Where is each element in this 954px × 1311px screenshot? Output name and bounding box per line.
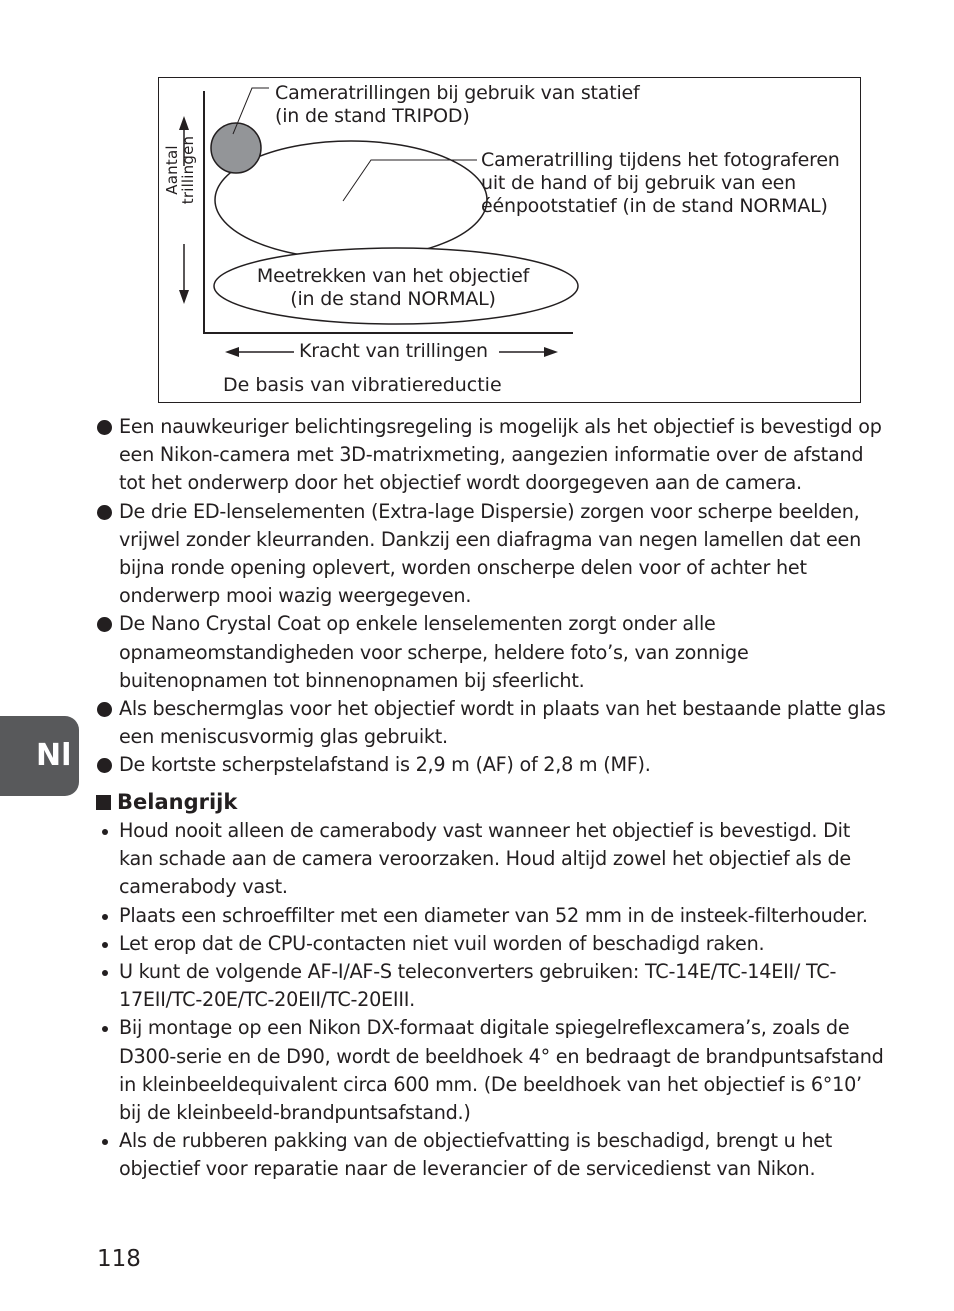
right-arrow-icon	[544, 347, 558, 357]
list-item: De Nano Crystal Coat op enkele lenselementen zorgt onder alle opnameomstandigheden voor scherpe, heldere foto’s, van zonnige buitenopnamen tot binnenopnamen bij sfeerlicht.	[96, 610, 886, 695]
bullet-icon	[97, 758, 112, 773]
tripod-label: Cameratrillingen bij gebruik van statief (in de stand TRIPOD)	[275, 82, 640, 127]
bullet-icon	[102, 914, 108, 920]
list-item: Bij montage op een Nikon DX-formaat digitale spiegelreflexcamera’s, zoals de D300-serie en de D90, wordt de beeldhoek 4° en bedraagt de brandpuntsafstand in kleinbeeldequivalent circa 600 mm. (De beeldhoek van het objectief is 6°10’ bij de kleinbeeld-brandpuntsafstand.)	[96, 1014, 886, 1127]
bullet-icon	[97, 617, 112, 632]
handheld-leader	[343, 160, 477, 201]
bullet-icon	[102, 942, 108, 948]
list-item: Let erop dat de CPU-contacten niet vuil worden of beschadigd raken.	[96, 930, 886, 958]
list-item: Een nauwkeuriger belichtingsregeling is mogelijk als het objectief is bevestigd op een Nikon-camera met 3D-matrixmeting, aangezien informatie over de afstand tot het onderwerp door het objectief wordt doorgegeven aan de camera.	[96, 413, 886, 498]
x-axis-label: Kracht van trillingen	[299, 340, 488, 362]
bullet-icon	[102, 970, 108, 976]
bullet-icon	[97, 505, 112, 520]
important-list	[96, 817, 886, 1184]
bullet-icon	[102, 1026, 108, 1032]
bullet-icon	[102, 829, 108, 835]
bullet-icon	[97, 420, 112, 435]
important-heading: Belangrijk	[96, 788, 237, 816]
list-item: De drie ED-lenselementen (Extra-lage Dispersie) zorgen voor scherpe beelden, vrijwel zonder kleurranden. Dankzij een diafragma van negen lamellen dat een bijna ronde opening oplevert, worden onscherpe delen voor of achter het onderwerp mooi wazig weergegeven.	[96, 498, 886, 611]
diagram-caption: De basis van vibratiereductie	[223, 374, 502, 396]
page-number: 118	[97, 1246, 141, 1272]
list-item: Als beschermglas voor het objectief wordt in plaats van het bestaande platte glas een meniscusvormig glas gebruikt.	[96, 695, 886, 751]
language-tab	[0, 716, 79, 796]
handheld-label: Cameratrilling tijdens het fotograferen uit de hand of bij gebruik van een éénpootstatief (in de stand NORMAL)	[481, 149, 840, 217]
bullet-icon	[97, 702, 112, 717]
tripod-circle	[211, 123, 261, 173]
left-arrow-icon	[225, 347, 239, 357]
feature-list	[96, 413, 886, 780]
square-bullet-icon	[96, 795, 111, 810]
language-tab-label: Nl	[36, 738, 72, 773]
down-arrow-icon	[179, 290, 189, 304]
list-item: Houd nooit alleen de camerabody vast wanneer het objectief is bevestigd. Dit kan schade aan de camera veroorzaken. Houd altijd zowel het objectief als de camerabody vast.	[96, 817, 886, 902]
list-item: Als de rubberen pakking van de objectiefvatting is beschadigd, brengt u het objectief voor reparatie naar de leverancier of de servicedienst van Nikon.	[96, 1127, 886, 1183]
vibration-reduction-diagram	[158, 77, 861, 403]
list-item: Plaats een schroeffilter met een diameter van 52 mm in de insteek-filterhouder.	[96, 902, 886, 930]
list-item: U kunt de volgende AF-I/AF-S teleconverters gebruiken: TC-14E/TC-14EII/ TC-17EII/TC-20E/TC-20EII/TC-20EIII.	[96, 958, 886, 1014]
y-axis-label: Aantal trillingen	[163, 135, 197, 205]
list-item: De kortste scherpstelafstand is 2,9 m (AF) of 2,8 m (MF).	[96, 751, 886, 779]
lens-label: Meetrekken van het objectief (in de stand NORMAL)	[256, 265, 530, 310]
bullet-icon	[102, 1139, 108, 1145]
